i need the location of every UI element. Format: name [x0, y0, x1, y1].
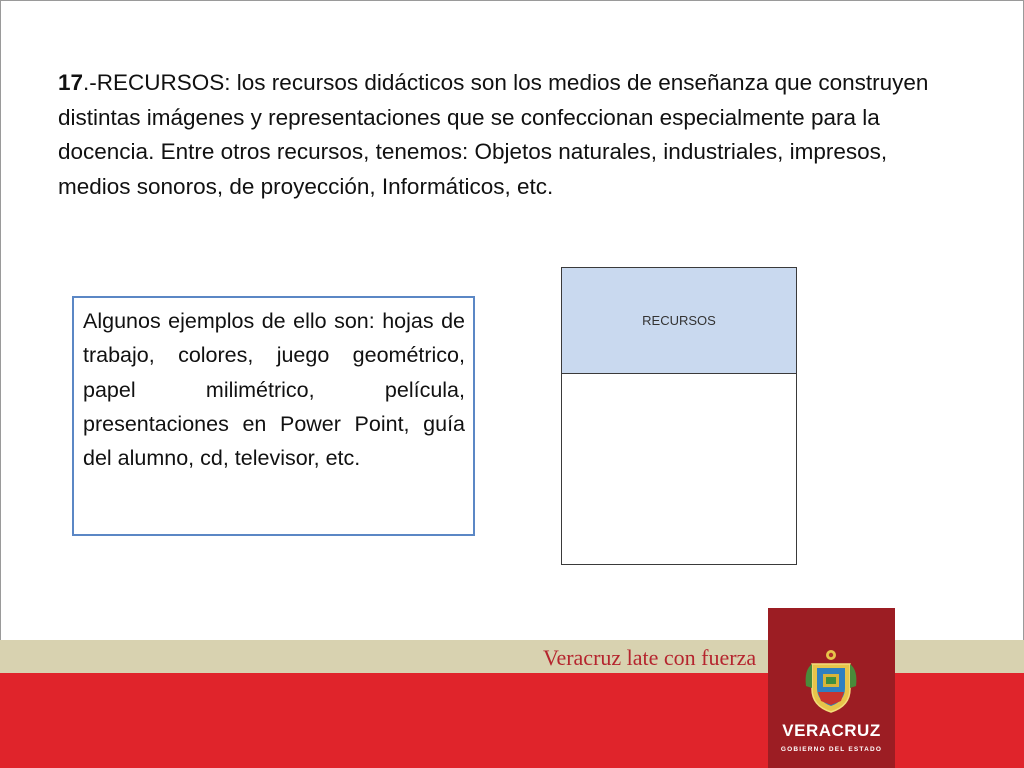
examples-text: Algunos ejemplos de ello son: hojas de trabajo, colores, juego geométrico, papel milimétrico, película, presentaciones en Power Point, guía del alumno, cd, televisor, etc.: [83, 309, 465, 471]
recursos-table: [561, 267, 797, 565]
logo-subtitle: GOBIERNO DEL ESTADO: [780, 746, 883, 753]
heading-text: .-RECURSOS: los recursos didácticos son los medios de enseñanza que construyen distintas imágenes y representaciones que se confeccionan especialmente para la docencia. Entre otros recursos, tenemos: Objetos naturales, industriales, impresos, medios sonoros, de proyección, Informáticos, etc.: [58, 70, 929, 199]
examples-box: [72, 296, 475, 536]
slide-heading-paragraph: [58, 66, 938, 204]
veracruz-logo-panel: [768, 608, 895, 768]
coat-of-arms-icon: [801, 648, 861, 714]
heading-number: 17: [58, 70, 84, 95]
logo-name: VERACRUZ: [782, 721, 881, 740]
recursos-table-header: RECURSOS: [562, 268, 796, 374]
footer-slogan: Veracruz late con fuerza: [543, 645, 757, 670]
